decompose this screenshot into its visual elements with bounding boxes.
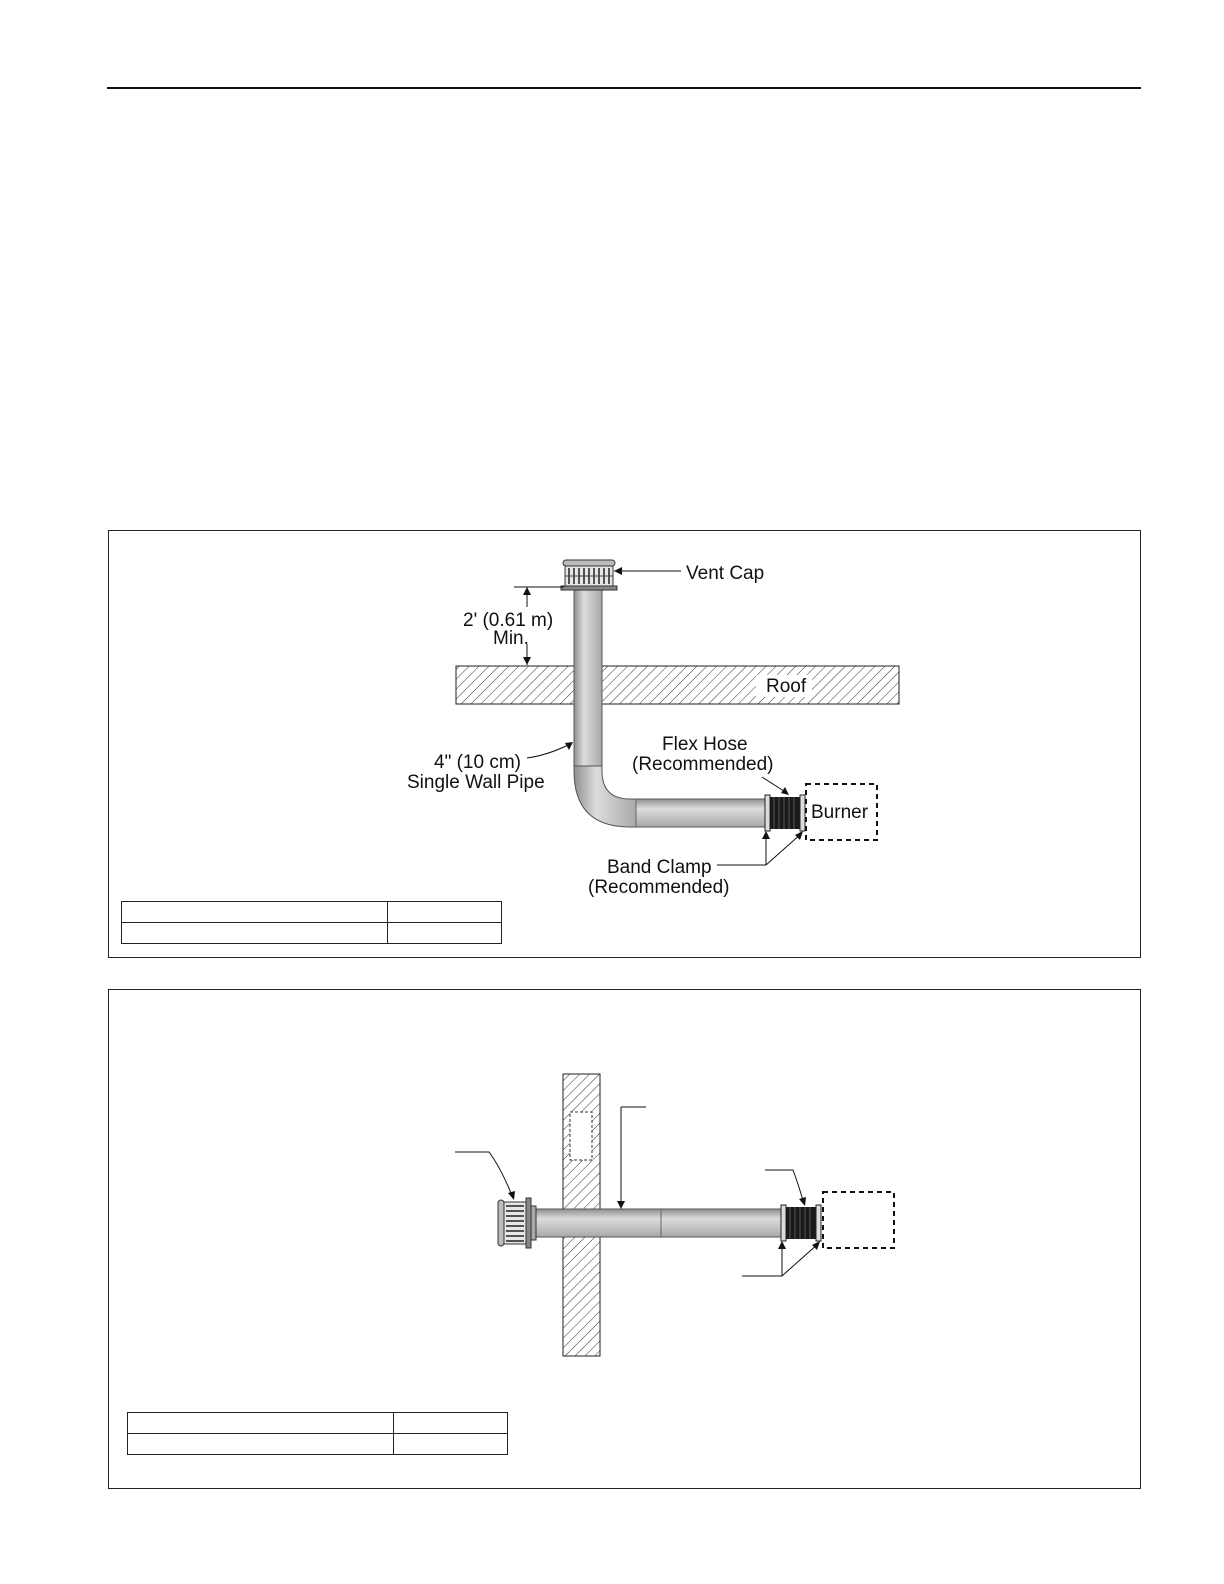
band-clamp-left — [765, 795, 770, 831]
reference-table-bottom — [127, 1412, 508, 1455]
table-cell — [122, 902, 388, 923]
table-row — [122, 902, 502, 923]
horizontal-pipe — [534, 1209, 782, 1237]
table-cell — [128, 1413, 394, 1434]
band-clamp-right — [800, 795, 805, 831]
table-cell — [394, 1413, 508, 1434]
band-clamp-label-line1: Band Clamp — [607, 857, 712, 878]
pipe-elbow — [574, 766, 637, 827]
table-cell — [122, 923, 388, 944]
table-row — [128, 1434, 508, 1455]
flex-hose-label-line2: (Recommended) — [632, 754, 774, 775]
vent-cap-icon — [498, 1198, 536, 1248]
pipe-label-line1: 4" (10 cm) — [434, 752, 521, 773]
burner-box — [823, 1192, 894, 1248]
wall-stud-gap — [570, 1112, 592, 1160]
horizontal-pipe — [636, 799, 766, 827]
table-row — [122, 923, 502, 944]
burner-label: Burner — [811, 802, 869, 823]
flex-hose-label-line1: Flex Hose — [662, 734, 748, 755]
header-rule — [107, 87, 1141, 89]
roof-slab — [456, 666, 899, 704]
clearance-label-line1: 2' (0.61 m) — [463, 610, 554, 631]
table-row — [128, 1413, 508, 1434]
vent-cap-label: Vent Cap — [686, 563, 765, 584]
table-cell — [388, 923, 502, 944]
table-cell — [128, 1434, 394, 1455]
vertical-pipe — [574, 583, 602, 766]
pipe-label-line2: Single Wall Pipe — [407, 772, 545, 793]
table-cell — [388, 902, 502, 923]
table-cell — [394, 1434, 508, 1455]
clearance-label-line2: Min. — [493, 628, 529, 649]
band-clamp-left — [781, 1205, 786, 1241]
roof-vent-diagram — [109, 531, 1142, 959]
band-clamp-right — [816, 1205, 821, 1241]
vent-cap-icon — [561, 560, 617, 590]
figure-wall-vent — [108, 989, 1141, 1489]
reference-table-top — [121, 901, 502, 944]
band-clamp-label-line2: (Recommended) — [588, 877, 730, 898]
figure-roof-vent — [108, 530, 1141, 958]
roof-label: Roof — [766, 676, 807, 697]
